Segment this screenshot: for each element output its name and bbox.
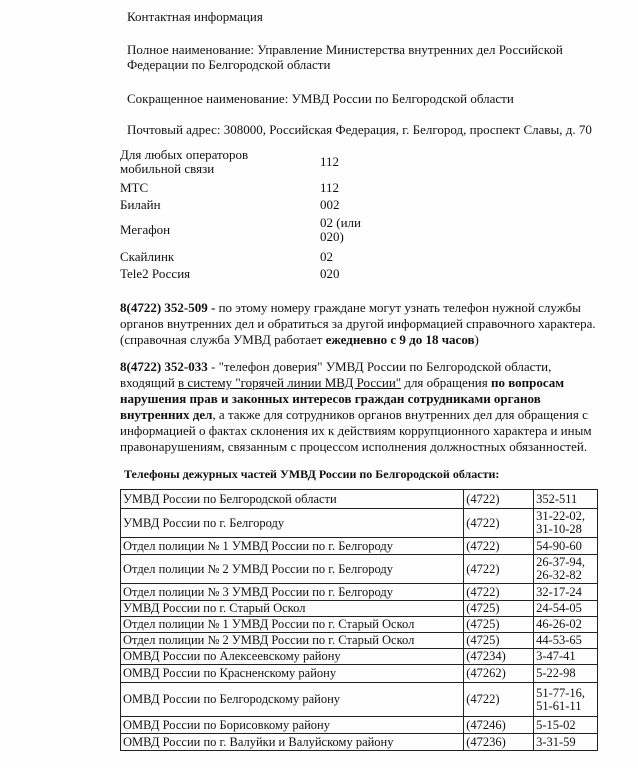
table-row [121,584,598,601]
operator-row [120,148,390,178]
trust-line-bold: нарушения прав и законных интересов граждан сотрудниками органов [120,391,541,406]
help-service-phone: 8(4722) 352-509 - [120,300,216,315]
help-service-hours-suffix: ) [474,332,479,347]
operator-row [120,214,390,248]
station-phone: 46-26-02 [534,617,598,633]
table-row [121,555,598,584]
help-service-text: по этому номеру граждане могут узнать телефон нужной службы [218,300,581,315]
station-name: ОМВД России по Алексеевскому району [121,649,464,665]
operator-number: 112 [320,180,340,195]
short-name: Сокращенное наименование: УМВД России по Белгородской области [127,91,514,106]
operator-row [120,196,390,214]
station-phone: 54-90-60 [534,538,598,555]
station-phone: 51-77-16, 51-61-11 [534,683,598,717]
operator-name: Мегафон [120,222,171,237]
table-row [121,509,598,538]
operator-name: Для любых операторов мобильной связи [120,147,249,176]
station-phone: 26-37-94, 26-32-82 [534,555,598,584]
station-name: Отдел полиции № 1 УМВД России по г. Старый Оскол [121,617,464,633]
help-service-line2: органов внутренних дел и обратиться за другой информацией справочного характера. [120,316,596,331]
station-code: (47234) [464,649,534,665]
station-code: (4722) [464,584,534,601]
station-code: (4722) [464,683,534,717]
station-code: (47236) [464,734,534,751]
station-code: (4722) [464,538,534,555]
trust-line-text: входящий [120,375,179,390]
hotline-link[interactable]: в систему "горячей линии МВД России" [178,375,402,390]
station-name: ОМВД России по Красненскому району [121,665,464,683]
trust-line-phone: 8(4722) 352-033 [120,359,208,374]
operator-name: Билайн [120,197,161,212]
stations-table [120,489,598,751]
help-service-hours: ежедневно с 9 до 18 часов [325,332,475,347]
station-phone: 44-53-65 [534,633,598,649]
station-code: (4722) [464,555,534,584]
trust-line-text: - "телефон доверия" УМВД России по Белгородской области, [207,359,552,374]
full-name-line2: Федерации по Белгородской области [127,57,331,72]
station-phone: 24-54-05 [534,601,598,617]
station-code: (4725) [464,633,534,649]
trust-line-text: правонарушениям, связанным с процессом исполнения должностных обязанностей. [120,439,588,454]
table-row [121,538,598,555]
table-row [121,683,598,717]
station-name: Отдел полиции № 2 УМВД России по г. Старый Оскол [121,633,464,649]
operator-name: МТС [120,180,149,195]
operator-number: 002 [320,197,340,212]
operator-row [120,248,390,265]
trust-line-bold: по вопросам [490,375,565,390]
table-row [121,617,598,633]
station-name: ОМВД России по г. Валуйки и Валуйскому району [121,734,464,751]
operator-row [120,265,390,282]
operator-number: 020 [320,266,340,281]
table-row [121,717,598,734]
station-code: (4722) [464,490,534,509]
trust-line-text: для обращения [401,375,491,390]
station-phone: 5-22-98 [534,665,598,683]
station-phone: 3-31-59 [534,734,598,751]
full-name-line1: Полное наименование: Управление Министерства внутренних дел Российской [127,42,563,57]
station-name: Отдел полиции № 3 УМВД России по г. Белгороду [121,584,464,601]
station-phone: 5-15-02 [534,717,598,734]
operator-name: Скайлинк [120,249,175,264]
operator-number: 112 [320,154,340,169]
station-phone: 3-47-41 [534,649,598,665]
station-phone: 352-511 [534,490,598,509]
table-row [121,665,598,683]
trust-line-text: , а также для сотрудников органов внутренних дел для обращения с [212,407,588,422]
station-code: (47246) [464,717,534,734]
station-name: УМВД России по Белгородской области [121,490,464,509]
station-code: (4725) [464,601,534,617]
station-name: УМВД России по г. Белгороду [121,509,464,538]
postal-address: Почтовый адрес: 308000, Российская Федерация, г. Белгород, проспект Славы, д. 70 [127,122,592,137]
station-name: Отдел полиции № 2 УМВД России по г. Белгороду [121,555,464,584]
station-code: (4722) [464,509,534,538]
trust-line-text: информацией о фактах склонения их к действиям коррупционного характера и иным [120,423,592,438]
station-phone: 31-22-02, 31-10-28 [534,509,598,538]
contact-title: Контактная информация [127,9,263,24]
table-row [121,649,598,665]
station-name: ОМВД России по Белгородскому району [121,683,464,717]
stations-heading: Телефоны дежурных частей УМВД России по Белгородской области: [124,467,500,481]
operator-number: 02 [320,249,333,264]
station-name: Отдел полиции № 1 УМВД России по г. Белгороду [121,538,464,555]
station-name: УМВД России по г. Старый Оскол [121,601,464,617]
operator-row [120,178,390,196]
operator-name: Tele2 Россия [120,266,191,281]
station-name: ОМВД России по Борисовкому району [121,717,464,734]
table-row [121,734,598,751]
station-phone: 32-17-24 [534,584,598,601]
table-row [121,490,598,509]
table-row [121,601,598,617]
table-row [121,633,598,649]
help-service-hours-prefix: (справочная служба УМВД работает [120,332,323,347]
operator-number: 02 (или 020) [320,215,361,244]
station-code: (4725) [464,617,534,633]
station-code: (47262) [464,665,534,683]
operators-table [120,148,390,282]
trust-line-bold: внутренних дел [120,407,213,422]
